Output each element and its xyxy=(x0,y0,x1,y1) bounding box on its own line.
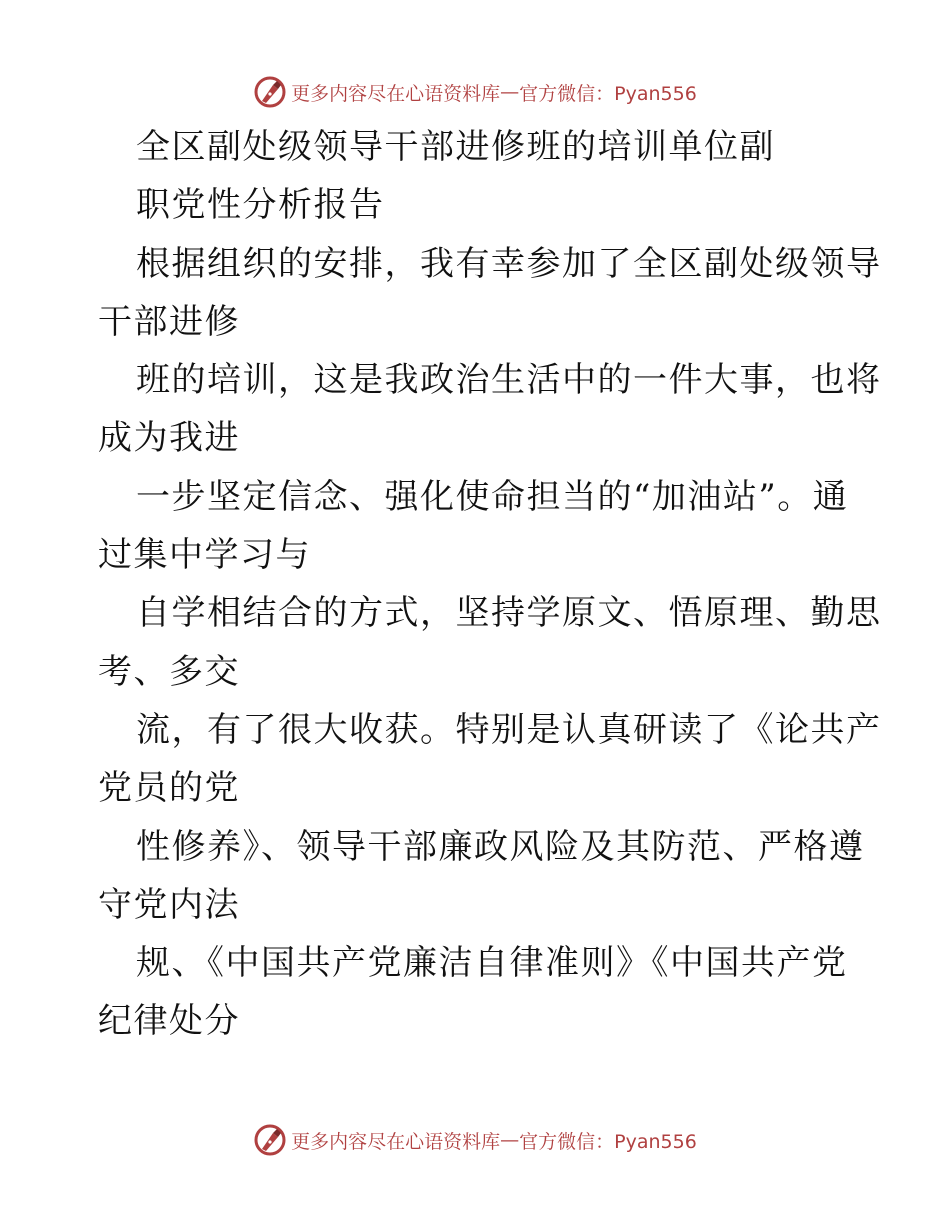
paragraph-line: 规、《中国共产党廉洁自律准则》《中国共产党 xyxy=(136,943,848,984)
paragraph-line: 根据组织的安排，我有幸参加了全区副处级领导 xyxy=(136,243,882,284)
paragraph-line: 纪律处分 xyxy=(98,1001,240,1042)
document-body xyxy=(98,118,882,1051)
paragraph-line: 一步坚定信念、强化使命担当的“加油站”。通 xyxy=(136,476,849,517)
banner-dash: — xyxy=(500,81,520,103)
banner-dash: — xyxy=(500,1129,520,1151)
paragraph-line: 考、多交 xyxy=(98,651,240,692)
paragraph-line: 成为我进 xyxy=(98,418,240,459)
pen-nib-logo-icon xyxy=(253,75,287,109)
paragraph-line: 干部进修 xyxy=(98,301,240,342)
pen-nib-logo-icon xyxy=(253,1123,287,1157)
banner-text: 更多内容尽在心语资料库 xyxy=(291,82,501,105)
paragraph-line: 过集中学习与 xyxy=(98,535,311,576)
paragraph-line: 流，有了很大收获。特别是认真研读了《论共产 xyxy=(136,709,882,750)
paragraph-line: 自学相结合的方式，坚持学原文、悟原理、勤思 xyxy=(136,593,882,634)
header-banner xyxy=(0,72,950,112)
paragraph-line: 守党内法 xyxy=(98,884,240,925)
footer-banner xyxy=(0,1120,950,1160)
banner-wechat: 官方微信：Pyan556 xyxy=(519,1130,697,1153)
banner-wechat: 官方微信：Pyan556 xyxy=(519,82,697,105)
banner-text: 更多内容尽在心语资料库 xyxy=(291,1130,501,1153)
title-line-2: 职党性分析报告 xyxy=(136,185,385,226)
paragraph-line: 党员的党 xyxy=(98,768,240,809)
paragraph-line: 性修养》、领导干部廉政风险及其防范、严格遵 xyxy=(136,826,865,867)
paragraph-line: 班的培训，这是我政治生活中的一件大事，也将 xyxy=(136,360,882,401)
title-line-1: 全区副处级领导干部进修班的培训单位副 xyxy=(136,127,775,167)
